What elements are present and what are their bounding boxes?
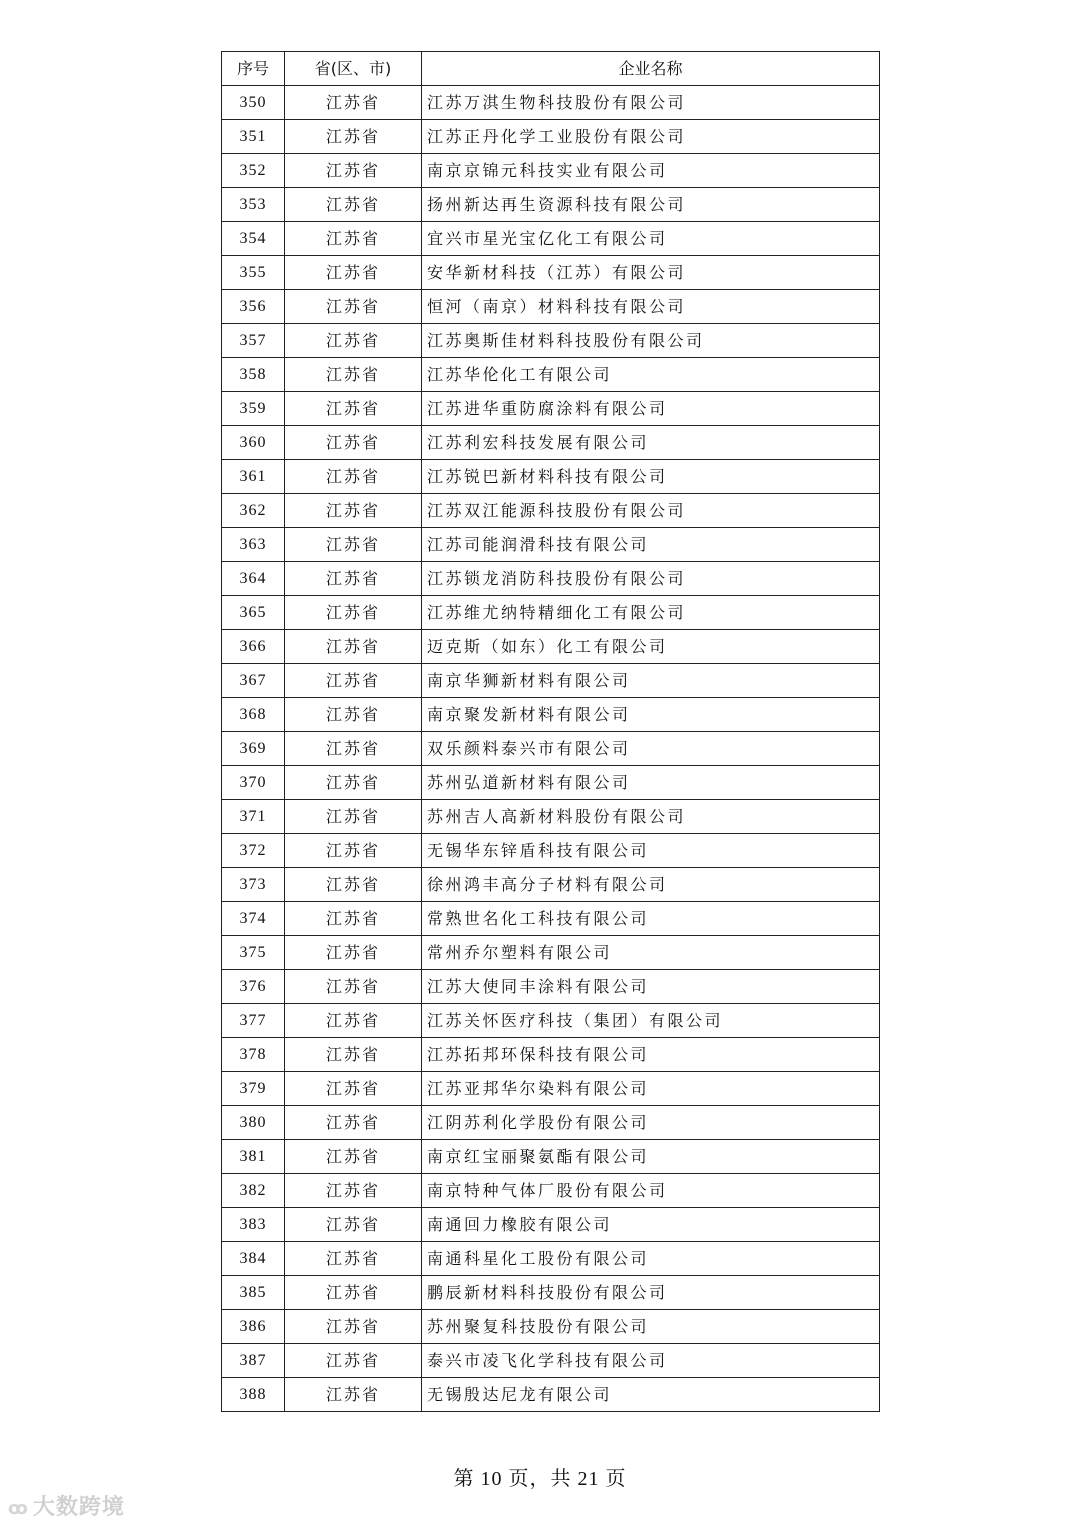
company-name-cell: 南京华狮新材料有限公司 [422,664,880,698]
table-row [222,324,880,358]
serial-number-cell: 381 [222,1140,285,1174]
serial-number-cell: 367 [222,664,285,698]
province-cell: 江苏省 [285,698,422,732]
table-row [222,154,880,188]
province-cell: 江苏省 [285,1140,422,1174]
serial-number-cell: 353 [222,188,285,222]
table-row [222,936,880,970]
serial-number-cell: 355 [222,256,285,290]
table-row [222,1344,880,1378]
province-cell: 江苏省 [285,936,422,970]
serial-number-cell: 364 [222,562,285,596]
company-name-cell: 江苏亚邦华尔染料有限公司 [422,1072,880,1106]
table-row [222,222,880,256]
province-cell: 江苏省 [285,1242,422,1276]
serial-number-cell: 352 [222,154,285,188]
table-row [222,800,880,834]
serial-number-cell: 365 [222,596,285,630]
company-name-cell: 江苏大使同丰涂料有限公司 [422,970,880,1004]
company-name-cell: 江苏双江能源科技股份有限公司 [422,494,880,528]
table-row [222,120,880,154]
company-name-cell: 江苏华伦化工有限公司 [422,358,880,392]
province-cell: 江苏省 [285,868,422,902]
serial-number-cell: 385 [222,1276,285,1310]
company-name-cell: 江苏锐巴新材料科技有限公司 [422,460,880,494]
province-cell: 江苏省 [285,970,422,1004]
table-row [222,528,880,562]
serial-number-cell: 370 [222,766,285,800]
company-name-cell: 南通回力橡胶有限公司 [422,1208,880,1242]
serial-number-cell: 377 [222,1004,285,1038]
province-cell: 江苏省 [285,1208,422,1242]
serial-number-cell: 358 [222,358,285,392]
serial-number-cell: 378 [222,1038,285,1072]
serial-number-cell: 388 [222,1378,285,1412]
serial-number-cell: 387 [222,1344,285,1378]
watermark-text: 大数跨境 [32,1495,125,1520]
table-row [222,698,880,732]
table-row [222,1174,880,1208]
company-name-cell: 无锡华东锌盾科技有限公司 [422,834,880,868]
table-row [222,868,880,902]
company-name-cell: 江苏进华重防腐涂料有限公司 [422,392,880,426]
serial-number-cell: 380 [222,1106,285,1140]
serial-number-cell: 374 [222,902,285,936]
table-row [222,1276,880,1310]
serial-number-cell: 361 [222,460,285,494]
province-cell: 江苏省 [285,1174,422,1208]
table-row [222,1378,880,1412]
table-row [222,290,880,324]
province-cell: 江苏省 [285,1344,422,1378]
company-name-cell: 泰兴市凌飞化学科技有限公司 [422,1344,880,1378]
serial-number-cell: 372 [222,834,285,868]
table-row [222,732,880,766]
company-name-cell: 南通科星化工股份有限公司 [422,1242,880,1276]
serial-number-cell: 368 [222,698,285,732]
serial-number-cell: 379 [222,1072,285,1106]
table-row [222,494,880,528]
ioo-logo-icon: ꝏ [8,1498,29,1519]
table-row [222,562,880,596]
company-name-cell: 江苏利宏科技发展有限公司 [422,426,880,460]
company-name-cell: 江苏拓邦环保科技有限公司 [422,1038,880,1072]
province-cell: 江苏省 [285,834,422,868]
table-row [222,766,880,800]
province-cell: 江苏省 [285,154,422,188]
company-name-cell: 宜兴市星光宝亿化工有限公司 [422,222,880,256]
province-cell: 江苏省 [285,528,422,562]
table-row [222,1208,880,1242]
company-name-cell: 苏州弘道新材料有限公司 [422,766,880,800]
province-cell: 江苏省 [285,426,422,460]
province-cell: 江苏省 [285,596,422,630]
company-name-cell: 南京京锦元科技实业有限公司 [422,154,880,188]
company-name-cell: 苏州聚复科技股份有限公司 [422,1310,880,1344]
watermark [8,1490,125,1521]
serial-number-cell: 359 [222,392,285,426]
table-body [222,86,880,1412]
company-name-cell: 徐州鸿丰高分子材料有限公司 [422,868,880,902]
province-cell: 江苏省 [285,256,422,290]
serial-number-cell: 371 [222,800,285,834]
table-row [222,1004,880,1038]
company-name-cell: 江苏锁龙消防科技股份有限公司 [422,562,880,596]
company-name-cell: 江苏万淇生物科技股份有限公司 [422,86,880,120]
province-cell: 江苏省 [285,766,422,800]
province-cell: 江苏省 [285,1310,422,1344]
company-name-cell: 南京聚发新材料有限公司 [422,698,880,732]
company-name-cell: 江苏正丹化学工业股份有限公司 [422,120,880,154]
table-row [222,1242,880,1276]
province-cell: 江苏省 [285,1038,422,1072]
province-cell: 江苏省 [285,1378,422,1412]
header-company-name: 企业名称 [422,52,880,86]
serial-number-cell: 376 [222,970,285,1004]
table-row [222,86,880,120]
serial-number-cell: 351 [222,120,285,154]
province-cell: 江苏省 [285,562,422,596]
serial-number-cell: 386 [222,1310,285,1344]
province-cell: 江苏省 [285,664,422,698]
table-row [222,188,880,222]
table-row [222,902,880,936]
company-name-cell: 江苏司能润滑科技有限公司 [422,528,880,562]
table-row [222,426,880,460]
table-row [222,1072,880,1106]
province-cell: 江苏省 [285,1276,422,1310]
company-name-cell: 南京特种气体厂股份有限公司 [422,1174,880,1208]
serial-number-cell: 375 [222,936,285,970]
province-cell: 江苏省 [285,494,422,528]
table-row [222,834,880,868]
company-name-cell: 双乐颜料泰兴市有限公司 [422,732,880,766]
serial-number-cell: 356 [222,290,285,324]
company-name-cell: 常州乔尔塑料有限公司 [422,936,880,970]
company-name-cell: 扬州新达再生资源科技有限公司 [422,188,880,222]
province-cell: 江苏省 [285,290,422,324]
company-name-cell: 江阴苏利化学股份有限公司 [422,1106,880,1140]
serial-number-cell: 373 [222,868,285,902]
company-name-cell: 常熟世名化工科技有限公司 [422,902,880,936]
serial-number-cell: 382 [222,1174,285,1208]
province-cell: 江苏省 [285,120,422,154]
table-row [222,1310,880,1344]
company-name-cell: 南京红宝丽聚氨酯有限公司 [422,1140,880,1174]
serial-number-cell: 366 [222,630,285,664]
province-cell: 江苏省 [285,324,422,358]
company-name-cell: 恒河（南京）材料科技有限公司 [422,290,880,324]
company-name-cell: 鹏辰新材料科技股份有限公司 [422,1276,880,1310]
table-row [222,358,880,392]
table-row [222,596,880,630]
province-cell: 江苏省 [285,1004,422,1038]
province-cell: 江苏省 [285,222,422,256]
company-list-table [221,51,880,1412]
table-row [222,970,880,1004]
serial-number-cell: 357 [222,324,285,358]
company-list-table-container [221,51,879,1412]
serial-number-cell: 363 [222,528,285,562]
page-number-footer: 第 10 页，共 21 页 [453,1468,627,1490]
province-cell: 江苏省 [285,1072,422,1106]
serial-number-cell: 384 [222,1242,285,1276]
serial-number-cell: 362 [222,494,285,528]
company-name-cell: 苏州吉人高新材料股份有限公司 [422,800,880,834]
table-row [222,256,880,290]
serial-number-cell: 360 [222,426,285,460]
table-header-row [222,52,880,86]
company-name-cell: 江苏奥斯佳材料科技股份有限公司 [422,324,880,358]
table-row [222,392,880,426]
province-cell: 江苏省 [285,188,422,222]
table-row [222,460,880,494]
table-row [222,664,880,698]
province-cell: 江苏省 [285,1106,422,1140]
table-row [222,1038,880,1072]
company-name-cell: 无锡殷达尼龙有限公司 [422,1378,880,1412]
table-row [222,1106,880,1140]
province-cell: 江苏省 [285,392,422,426]
company-name-cell: 江苏维尤纳特精细化工有限公司 [422,596,880,630]
serial-number-cell: 350 [222,86,285,120]
province-cell: 江苏省 [285,800,422,834]
header-serial-number: 序号 [222,52,285,86]
serial-number-cell: 354 [222,222,285,256]
province-cell: 江苏省 [285,460,422,494]
table-row [222,1140,880,1174]
table-row [222,630,880,664]
province-cell: 江苏省 [285,902,422,936]
header-province: 省(区、市) [285,52,422,86]
company-name-cell: 迈克斯（如东）化工有限公司 [422,630,880,664]
serial-number-cell: 369 [222,732,285,766]
company-name-cell: 安华新材科技（江苏）有限公司 [422,256,880,290]
company-name-cell: 江苏关怀医疗科技（集团）有限公司 [422,1004,880,1038]
serial-number-cell: 383 [222,1208,285,1242]
province-cell: 江苏省 [285,732,422,766]
province-cell: 江苏省 [285,86,422,120]
province-cell: 江苏省 [285,358,422,392]
province-cell: 江苏省 [285,630,422,664]
